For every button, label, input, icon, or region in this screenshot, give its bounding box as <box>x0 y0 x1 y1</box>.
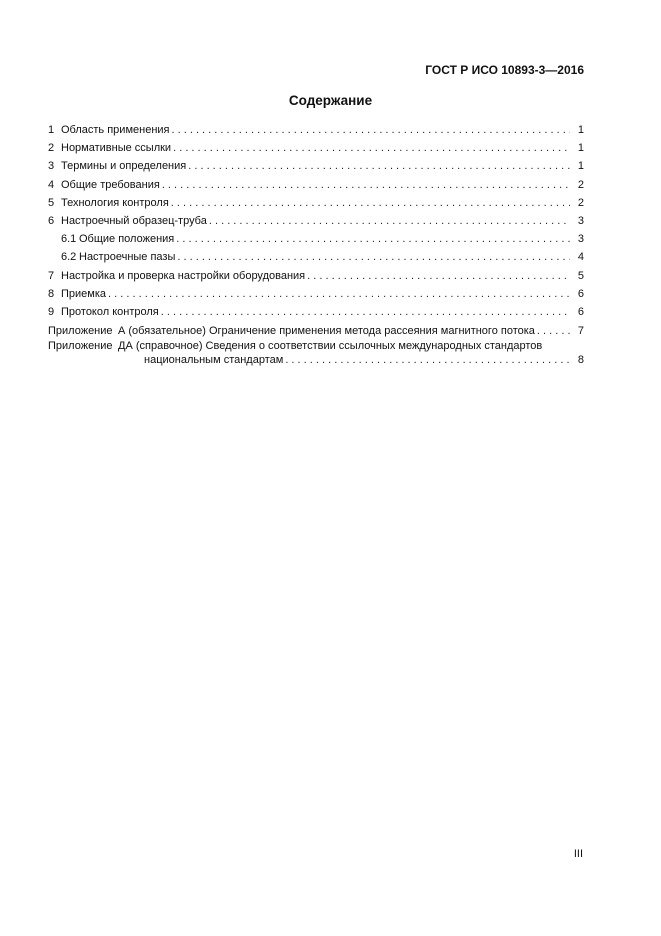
toc-entry-number: 3 <box>48 160 55 173</box>
toc-entry[interactable] <box>48 139 584 157</box>
toc-entry-number: 6.2 <box>61 251 77 264</box>
dot-leader <box>177 248 570 266</box>
dot-leader <box>209 212 570 230</box>
dot-leader <box>285 353 570 367</box>
toc-subentry[interactable] <box>48 248 584 266</box>
toc-entry-page: 4 <box>577 251 584 264</box>
appendix-prefix: Приложение <box>48 340 113 353</box>
appendix-page: 7 <box>577 325 584 338</box>
dot-leader <box>537 324 570 338</box>
dot-leader <box>307 267 570 285</box>
toc-entry-page: 1 <box>577 142 584 155</box>
toc-entry-page: 2 <box>577 196 584 209</box>
toc-entry[interactable] <box>48 194 584 212</box>
toc-entry-label: Настроечный образец-труба <box>61 214 207 227</box>
toc-entry-number: 4 <box>48 178 55 191</box>
toc-entry-number: 6 <box>48 214 55 227</box>
table-of-contents <box>48 121 584 367</box>
toc-entry-number: 6.1 <box>61 233 77 246</box>
toc-subentry[interactable] <box>48 230 584 248</box>
toc-entry[interactable] <box>48 157 584 175</box>
appendix-prefix: Приложение <box>48 325 113 338</box>
toc-entry-label: Общие требования <box>61 178 160 191</box>
toc-entry-number: 9 <box>48 305 55 318</box>
dot-leader <box>108 285 570 303</box>
toc-entry-page: 6 <box>577 305 584 318</box>
dot-leader <box>176 230 570 248</box>
toc-entry-label: Протокол контроля <box>61 305 159 318</box>
appendix-label-continued: национальным стандартам <box>144 354 284 367</box>
toc-entry-number: 5 <box>48 196 55 209</box>
page-folio: III <box>573 848 583 860</box>
dot-leader <box>173 139 570 157</box>
toc-entry-number: 7 <box>48 269 55 282</box>
toc-entry-page: 1 <box>577 124 584 136</box>
page-title: Содержание <box>288 93 373 108</box>
appendix-entry-da[interactable] <box>48 339 584 367</box>
toc-entry-number: 1 <box>48 124 55 136</box>
dot-leader <box>171 194 570 212</box>
dot-leader <box>172 121 571 139</box>
toc-entry-label: Область применения <box>61 124 170 136</box>
toc-entry-label: Нормативные ссылки <box>61 142 172 155</box>
appendix-entry-a[interactable] <box>48 324 584 338</box>
toc-entry-number: 2 <box>48 142 55 155</box>
appendix-label: ДА (справочное) Сведения о соответствии ссылочных международных стандартов <box>118 340 543 353</box>
toc-entry-page: 1 <box>577 160 584 173</box>
toc-entry[interactable] <box>48 303 584 321</box>
toc-entry[interactable] <box>48 121 584 139</box>
toc-entry-label: Технология контроля <box>61 196 169 209</box>
toc-entry-page: 3 <box>577 233 584 246</box>
toc-entry-page: 2 <box>577 178 584 191</box>
appendix-page: 8 <box>577 354 584 367</box>
toc-entry[interactable] <box>48 212 584 230</box>
toc-entry-label: Настроечные пазы <box>79 251 176 264</box>
toc-entry-number: 8 <box>48 287 55 300</box>
toc-entry-label: Приемка <box>61 287 107 300</box>
toc-entry-label: Термины и определения <box>61 160 187 173</box>
dot-leader <box>161 303 570 321</box>
toc-entry-page: 6 <box>577 287 584 300</box>
dot-leader <box>162 176 570 194</box>
toc-entry-page: 3 <box>577 214 584 227</box>
toc-entry-label: Настройка и проверка настройки оборудования <box>61 269 306 282</box>
standard-code: ГОСТ Р ИСО 10893-3—2016 <box>425 63 584 77</box>
toc-entry[interactable] <box>48 176 584 194</box>
toc-entry[interactable] <box>48 285 584 303</box>
dot-leader <box>188 157 570 175</box>
toc-entry[interactable] <box>48 267 584 285</box>
appendix-label: А (обязательное) Ограничение применения метода рассеяния магнитного потока <box>118 325 535 338</box>
toc-entry-page: 5 <box>577 269 584 282</box>
toc-entry-label: Общие положения <box>79 233 175 246</box>
